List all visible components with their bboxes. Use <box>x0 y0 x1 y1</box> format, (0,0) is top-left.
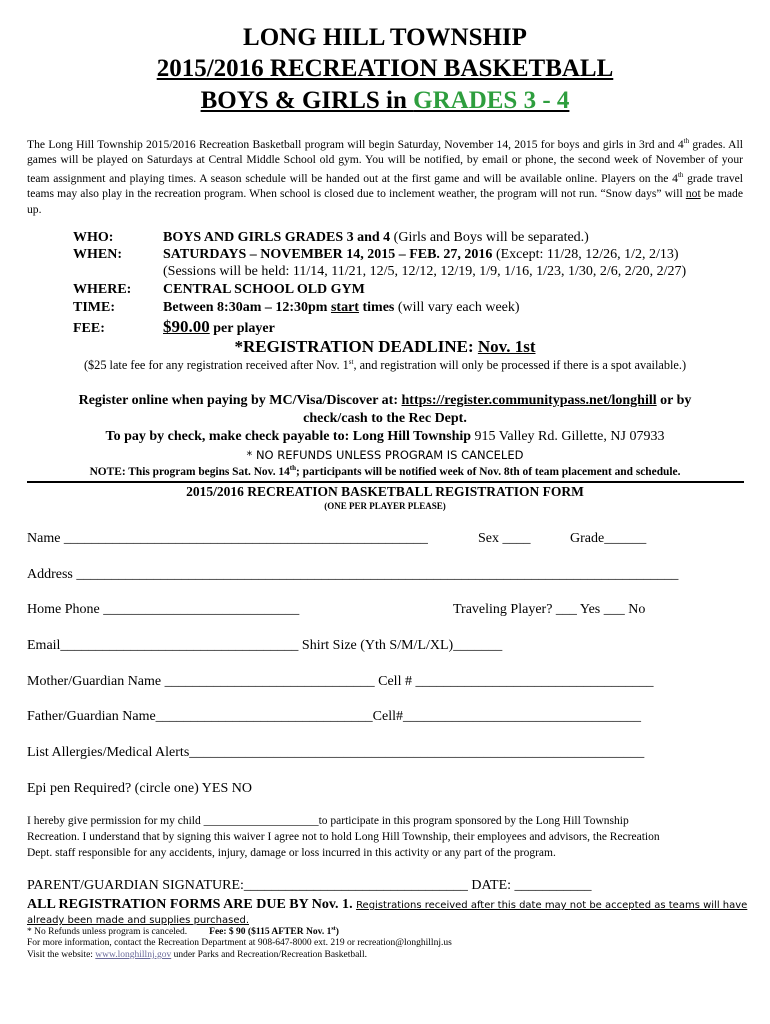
program-note <box>0 464 770 478</box>
due-handwritten-1: Registrations received after this date may not be accepted as teams will have <box>356 900 748 911</box>
form-subtitle: (ONE PER PLAYER PLEASE) <box>324 501 446 511</box>
fee-rest: per player <box>209 321 275 336</box>
when-value <box>163 246 679 264</box>
time-rest: (will vary each week) <box>394 300 520 315</box>
section-divider <box>27 481 744 483</box>
when-label: WHEN: <box>73 247 122 262</box>
where-value <box>163 281 365 299</box>
allergies-field[interactable]: List Allergies/Medical Alerts_________________________________________________________________ <box>27 745 645 760</box>
intro-not: not <box>685 187 701 201</box>
title-grades <box>0 85 770 116</box>
waiver-line-2: Recreation. I understand that by signing this waiver I agree not to hold Long Hill Township, their employees and advisors, the Recreation <box>27 831 660 843</box>
program-note-b: ; participants will be notified week of Nov. 8th of team placement and schedule. <box>296 465 681 478</box>
time-start: start <box>330 300 359 315</box>
time-bold-a: Between 8:30am – 12:30pm <box>163 300 331 315</box>
due-dot: . <box>349 897 357 912</box>
address-field[interactable]: Address ______________________________________________________________________________________ <box>27 567 679 582</box>
register-online-line <box>0 393 770 409</box>
intro-paragraph <box>27 134 743 217</box>
registration-deadline <box>0 337 770 357</box>
refund-fee-line <box>27 926 339 937</box>
sex-field[interactable]: Sex ____ <box>478 531 531 546</box>
due-handwritten-2: already been made and supplies purchased. <box>27 915 250 926</box>
home-phone-field[interactable]: Home Phone ____________________________ <box>27 602 300 617</box>
name-field[interactable]: Name ____________________________________________________ <box>27 531 428 546</box>
program-note-sup: th <box>289 464 297 472</box>
email-shirt-field[interactable]: Email__________________________________ Shirt Size (Yth S/M/L/XL)_______ <box>27 638 503 653</box>
where-bold: CENTRAL SCHOOL OLD GYM <box>163 282 365 297</box>
waiver-line-3: Dept. staff responsible for any accidents, injury, damage or loss incurred in this activity or any part of the program. <box>27 847 556 859</box>
who-label: WHO: <box>73 230 114 245</box>
sessions-value: (Sessions will be held: 11/14, 11/21, 12/5, 12/12, 12/19, 1/9, 1/16, 1/23, 1/30, 2/6, 2/20, 2/27) <box>163 264 687 279</box>
time-value <box>163 299 520 317</box>
when-bold: SATURDAYS – NOVEMBER 14, 2015 – FEB. 27, 2016 <box>163 247 493 262</box>
pay-by-check-line <box>0 429 770 445</box>
register-link[interactable]: https://register.communitypass.net/longhill <box>401 393 657 408</box>
title-grades-range: GRADES 3 - 4 <box>413 87 570 114</box>
title-program: 2015/2016 RECREATION BASKETBALL <box>156 55 614 82</box>
late-fee-sup: st <box>348 358 354 366</box>
where-label: WHERE: <box>73 282 132 297</box>
due-bold: ALL REGISTRATION FORMS ARE DUE BY Nov. 1 <box>27 897 350 912</box>
signature-date-field[interactable]: PARENT/GUARDIAN SIGNATURE:________________________________ DATE: ___________ <box>27 878 592 893</box>
intro-part-3: grade travel teams may also play in the recreation program. When school is closed due to inclement weather, the program will not run. “Snow days” will <box>27 171 743 201</box>
contact-line: For more information, contact the Recreation Department at 908-647-8000 ext. 219 or recreation@longhillnj.us <box>27 938 452 948</box>
website-prefix: Visit the website: <box>27 950 96 960</box>
deadline-date: Nov. 1st <box>477 337 536 356</box>
website-link[interactable]: www.longhillnj.gov <box>95 950 172 960</box>
who-bold: BOYS AND GIRLS GRADES 3 and 4 <box>163 230 391 245</box>
website-suffix: under Parks and Recreation/Recreation Basketball. <box>171 950 367 960</box>
refund-fee-sup: st <box>331 926 336 932</box>
when-rest: (Except: 11/28, 12/26, 1/2, 2/13) <box>492 247 679 262</box>
register-online-text: Register online when paying by MC/Visa/Discover at: <box>78 393 402 408</box>
late-fee-note <box>0 358 770 373</box>
program-note-a: NOTE: This program begins Sat. Nov. 14 <box>89 465 290 478</box>
title-grades-prefix: BOYS & GIRLS in <box>200 87 414 114</box>
father-guardian-field[interactable]: Father/Guardian Name_______________________________Cell#__________________________________ <box>27 709 642 724</box>
deadline-text: *REGISTRATION DEADLINE: <box>234 337 478 356</box>
who-rest: (Girls and Boys will be separated.) <box>390 230 589 245</box>
pay-by-check-address: 915 Valley Rd. Gillette, NJ 07933 <box>471 429 665 444</box>
register-check-line: check/cash to the Rec Dept. <box>303 411 467 426</box>
mother-guardian-field[interactable]: Mother/Guardian Name ______________________________ Cell # __________________________________ <box>27 674 654 689</box>
website-line <box>27 950 367 960</box>
late-fee-a: ($25 late fee for any registration received after Nov. 1 <box>83 358 349 373</box>
grade-field[interactable]: Grade______ <box>570 531 647 546</box>
refund-text: * No Refunds unless program is canceled. <box>27 927 188 938</box>
fee-label: FEE: <box>73 321 105 336</box>
pay-by-check-bold: To pay by check, make check payable to: Long Hill Township <box>105 429 472 444</box>
refund-fee: Fee: $ 90 ($115 AFTER Nov. 1 <box>209 927 332 938</box>
fee-amount: $90.00 <box>163 317 210 336</box>
intro-sup-1: th <box>683 137 690 145</box>
traveling-player-field[interactable]: Traveling Player? ___ Yes ___ No <box>453 602 646 617</box>
intro-part-2: grades. All games will be played on Saturdays at Central Middle School old gym. You will be notified, by email or phone, the second week of November of your team assignment and playing times. A season schedule will be handed out at the first game and will be available online. Players on the 4 <box>27 137 743 185</box>
refund-fee-close: ) <box>335 927 339 938</box>
fee-value <box>163 318 275 338</box>
intro-sup-2: th <box>677 170 684 179</box>
due-line <box>27 897 747 913</box>
time-label: TIME: <box>73 300 115 315</box>
register-or-by: or by <box>656 393 692 408</box>
intro-part-4: be made up. <box>27 187 743 216</box>
waiver-line-1: I hereby give permission for my child ____________________to participate in this program sponsored by the Long Hill Township <box>27 815 629 827</box>
time-bold-b: times <box>358 300 395 315</box>
form-title: 2015/2016 RECREATION BASKETBALL REGISTRATION FORM <box>186 484 584 499</box>
intro-part-1: The Long Hill Township 2015/2016 Recreation Basketball program will begin Saturday, November 14, 2015 for boys and girls in 3rd and 4 <box>27 137 684 151</box>
no-refunds-notice: * NO REFUNDS UNLESS PROGRAM IS CANCELED <box>246 448 524 462</box>
epi-pen-field[interactable]: Epi pen Required? (circle one) YES NO <box>27 781 252 796</box>
title-township: LONG HILL TOWNSHIP <box>243 24 527 51</box>
who-value <box>163 229 589 247</box>
late-fee-b: , and registration will only be processed if there is a spot available.) <box>353 358 687 373</box>
